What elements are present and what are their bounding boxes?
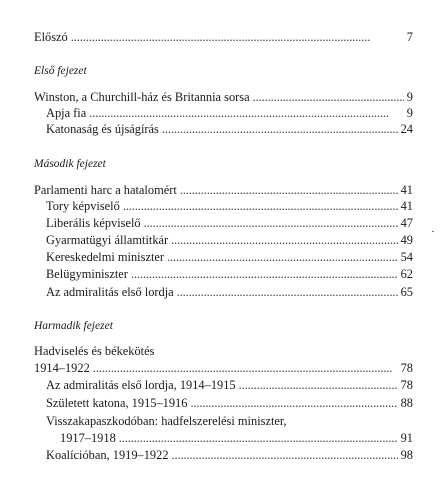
- toc-entry-page: 41: [400, 183, 413, 197]
- toc-entry-title: Az admiralitás első lordja: [46, 285, 174, 299]
- toc-entry-page: 9: [406, 90, 413, 104]
- dot-leader: [239, 378, 398, 392]
- toc-entry[interactable]: [46, 378, 413, 392]
- dot-leader: [144, 216, 398, 230]
- toc-entry-page: 9: [406, 106, 413, 120]
- toc-entry-page: 7: [406, 30, 413, 44]
- toc-entry-title: Katonaság és újságírás: [46, 122, 159, 136]
- toc-entry[interactable]: [46, 216, 413, 230]
- toc-entry-title: Apja fia: [46, 106, 87, 120]
- dot-leader: [89, 106, 404, 120]
- toc-entry-title: Belügyminiszter: [46, 267, 128, 281]
- toc-entry[interactable]: [46, 285, 413, 299]
- toc-entry-foreword[interactable]: [34, 30, 413, 44]
- dot-leader: [177, 285, 398, 299]
- toc-entry-page: 24: [400, 122, 413, 136]
- toc-entry[interactable]: [46, 250, 413, 264]
- dot-leader: [119, 431, 398, 445]
- scan-speck: [432, 231, 434, 232]
- chapter-label: Harmadik fejezet: [34, 320, 113, 332]
- toc-entry[interactable]: [46, 233, 413, 247]
- toc-entry-title-line1: Visszakapaszkodóban: hadfelszerelési miniszter,: [46, 414, 287, 428]
- dot-leader: [190, 396, 397, 410]
- toc-entry[interactable]: [46, 199, 413, 213]
- toc-entry-title: Az admiralitás első lordja, 1914–1915: [46, 378, 236, 392]
- toc-entry[interactable]: [46, 106, 413, 120]
- toc-entry-chapter-title[interactable]: [34, 90, 413, 104]
- dot-leader: [123, 199, 398, 213]
- dot-leader: [71, 30, 404, 44]
- dot-leader: [167, 250, 398, 264]
- toc-entry-page: 47: [400, 216, 413, 230]
- toc-entry-page: 88: [400, 396, 413, 410]
- toc-entry-chapter-title[interactable]: [34, 183, 413, 197]
- toc-entry[interactable]: [46, 122, 413, 136]
- toc-entry-title: Liberális képviselő: [46, 216, 141, 230]
- toc-entry-title: Winston, a Churchill-ház és Britannia sorsa: [34, 90, 250, 104]
- chapter-label: Második fejezet: [34, 158, 106, 170]
- toc-entry-chapter-title-line1: Hadviselés és békekötés: [34, 344, 155, 358]
- toc-entry[interactable]: [46, 448, 413, 462]
- toc-entry-title: 1917–1918: [60, 431, 116, 445]
- dot-leader: [253, 90, 404, 104]
- toc-entry-page: 78: [400, 378, 413, 392]
- toc-entry-page: 65: [400, 285, 413, 299]
- toc-entry-page: 91: [400, 431, 413, 445]
- dot-leader: [172, 448, 398, 462]
- toc-entry-title: Előszó: [34, 30, 68, 44]
- toc-entry-page: 49: [400, 233, 413, 247]
- toc-entry-chapter-title[interactable]: [34, 361, 413, 375]
- dot-leader: [93, 361, 398, 375]
- dot-leader: [162, 122, 398, 136]
- dot-leader: [180, 183, 398, 197]
- toc-entry[interactable]: [46, 267, 413, 281]
- toc-entry-page: 98: [400, 448, 413, 462]
- toc-entry[interactable]: [46, 396, 413, 410]
- toc-entry-title: Született katona, 1915–1916: [46, 396, 188, 410]
- toc-entry-page: 78: [400, 361, 413, 375]
- toc-entry[interactable]: [60, 431, 413, 445]
- dot-leader: [171, 233, 397, 247]
- toc-entry-title: 1914–1922: [34, 361, 90, 375]
- toc-entry-title: Gyarmatügyi államtitkár: [46, 233, 169, 247]
- toc-entry-page: 54: [400, 250, 413, 264]
- toc-entry-title: Kereskedelmi miniszter: [46, 250, 165, 264]
- dot-leader: [131, 267, 398, 281]
- toc-entry-page: 41: [400, 199, 413, 213]
- toc-entry-title: Tory képviselő: [46, 199, 120, 213]
- chapter-label: Első fejezet: [34, 65, 87, 77]
- toc-entry-title: Koalícióban, 1919–1922: [46, 448, 169, 462]
- toc-entry-page: 62: [400, 267, 413, 281]
- toc-entry-title: Parlamenti harc a hatalomért: [34, 183, 177, 197]
